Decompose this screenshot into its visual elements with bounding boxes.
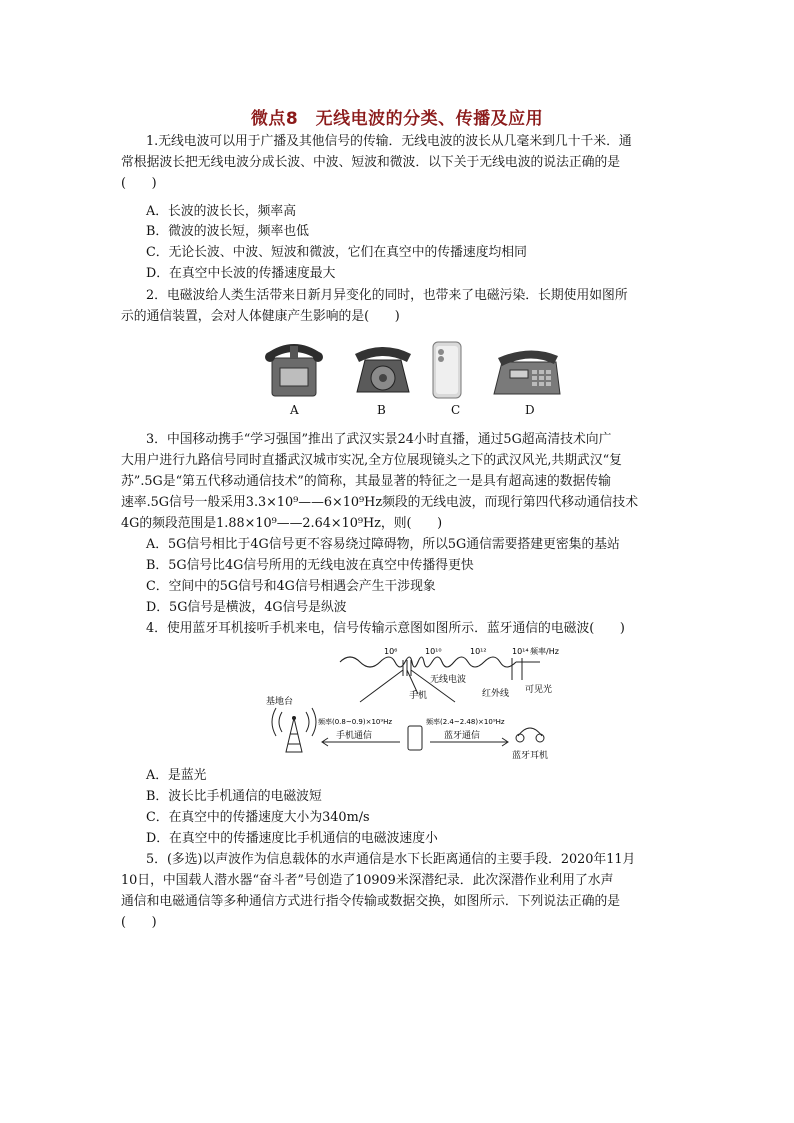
desk-telephone-image bbox=[490, 344, 562, 400]
q4-line-1: 4．使用蓝牙耳机接听手机来电，信号传输示意图如图所示．蓝牙通信的电磁波( ) bbox=[146, 621, 625, 636]
radio-label: 无线电波 bbox=[430, 675, 467, 685]
q1-option-d: D．在真空中长波的传播速度最大 bbox=[146, 266, 336, 281]
visible-band bbox=[512, 658, 540, 680]
q1-option-c: C．无论长波、中波、短波和微波，它们在真空中的传播速度均相同 bbox=[146, 245, 527, 260]
image-label-b: B bbox=[377, 403, 386, 417]
q4-option-a: A．是蓝光 bbox=[146, 768, 207, 783]
phone-icon bbox=[408, 726, 422, 750]
q3-option-c: C．空间中的5G信号和4G信号相遇会产生干涉现象 bbox=[146, 579, 436, 594]
old-wall-telephone-image bbox=[262, 336, 326, 400]
image-label-c: C bbox=[451, 403, 461, 417]
q2-line-2: 示的通信装置，会对人体健康产生影响的是( ) bbox=[121, 309, 400, 324]
visible-label: 可见光 bbox=[525, 685, 553, 695]
base-station-icon bbox=[272, 708, 316, 752]
earphone-icon bbox=[516, 728, 544, 742]
tick-1e10: 10¹⁰ bbox=[425, 647, 442, 656]
q4-option-d: D．在真空中的传播速度比手机通信的电磁波速度小 bbox=[146, 831, 438, 846]
bluetooth-diagram bbox=[250, 640, 590, 765]
q4-option-c: C．在真空中的传播速度大小为340m/s bbox=[146, 810, 370, 825]
tick-1e12: 10¹² bbox=[470, 647, 487, 656]
q4-option-b: B．波长比手机通信的电磁波短 bbox=[146, 789, 322, 804]
freq-left-label: 频率(0.8~0.9)×10⁹Hz bbox=[318, 718, 393, 726]
q5-line-4: ( ) bbox=[121, 915, 157, 930]
tick-1e14: 10¹⁴ bbox=[512, 647, 529, 656]
phone-label: 手机 bbox=[409, 691, 428, 701]
q1-line-2: 常根据波长把无线电波分成长波、中波、短波和微波．以下关于无线电波的说法正确的是 bbox=[121, 155, 621, 170]
tick-1e6: 10⁶ bbox=[384, 647, 398, 656]
q3-line-1: 3．中国移动携手“学习强国”推出了武汉实景24小时直播，通过5G超高清技术向广 bbox=[146, 432, 612, 447]
q1-option-a: A．长波的波长长，频率高 bbox=[146, 204, 297, 219]
comm-right-label: 蓝牙通信 bbox=[444, 731, 481, 741]
q3-option-b: B．5G信号比4G信号所用的无线电波在真空中传播得更快 bbox=[146, 558, 474, 573]
q3-line-2: 大用户进行九路信号同时直播武汉城市实况,全方位展现镜头之下的武汉风光,共期武汉“复 bbox=[121, 453, 622, 468]
rotary-telephone-image bbox=[351, 340, 415, 400]
em-wave bbox=[340, 657, 516, 667]
q3-option-a: A．5G信号相比于4G信号更不容易绕过障碍物，所以5G通信需要搭建更密集的基站 bbox=[146, 537, 620, 552]
q3-option-d: D．5G信号是横波，4G信号是纵波 bbox=[146, 600, 347, 615]
image-label-d: D bbox=[525, 403, 535, 417]
base-label: 基地台 bbox=[266, 697, 294, 707]
q5-line-3: 通信和电磁通信等多种通信方式进行指令传输或数据交换，如图所示．下列说法正确的是 bbox=[121, 894, 621, 909]
freq-right-label: 频率(2.4~2.48)×10⁹Hz bbox=[426, 718, 505, 726]
smartphone-image bbox=[430, 340, 464, 400]
page-title: 微点8 无线电波的分类、传播及应用 bbox=[250, 109, 544, 129]
q1-line-3: ( ) bbox=[121, 176, 157, 191]
freq-axis-label: 频率/Hz bbox=[530, 647, 559, 656]
q1-line-1: 1.无线电波可以用于广播及其他信号的传输．无线电波的波长从几毫米到几十千米．通 bbox=[146, 134, 632, 149]
q3-line-3: 苏”.5G是“第五代移动通信技术”的简称，其最显著的特征之一是具有超高速的数据传输 bbox=[121, 474, 611, 489]
q1-option-b: B．微波的波长短，频率也低 bbox=[146, 224, 309, 239]
image-label-a: A bbox=[290, 403, 299, 417]
earphone-label: 蓝牙耳机 bbox=[512, 751, 549, 761]
q2-line-1: 2．电磁波给人类生活带来日新月异变化的同时，也带来了电磁污染．长期使用如图所 bbox=[146, 288, 628, 303]
q5-line-2: 10日，中国载人潜水器“奋斗者”号创造了10909米深潜纪录．此次深潜作业利用了水声 bbox=[121, 873, 614, 888]
ir-label: 红外线 bbox=[482, 689, 510, 699]
comm-left-label: 手机通信 bbox=[336, 731, 373, 741]
q5-line-1: 5．(多选)以声波作为信息载体的水声通信是水下长距离通信的主要手段．2020年11月 bbox=[146, 852, 636, 867]
q3-line-4: 速率.5G信号一般采用3.3×10⁹——6×10⁹Hz频段的无线电波，而现行第四代移动通信技术 bbox=[121, 495, 639, 510]
q3-line-5: 4G的频段范围是1.88×10⁹——2.64×10⁹Hz，则( ) bbox=[121, 516, 443, 531]
